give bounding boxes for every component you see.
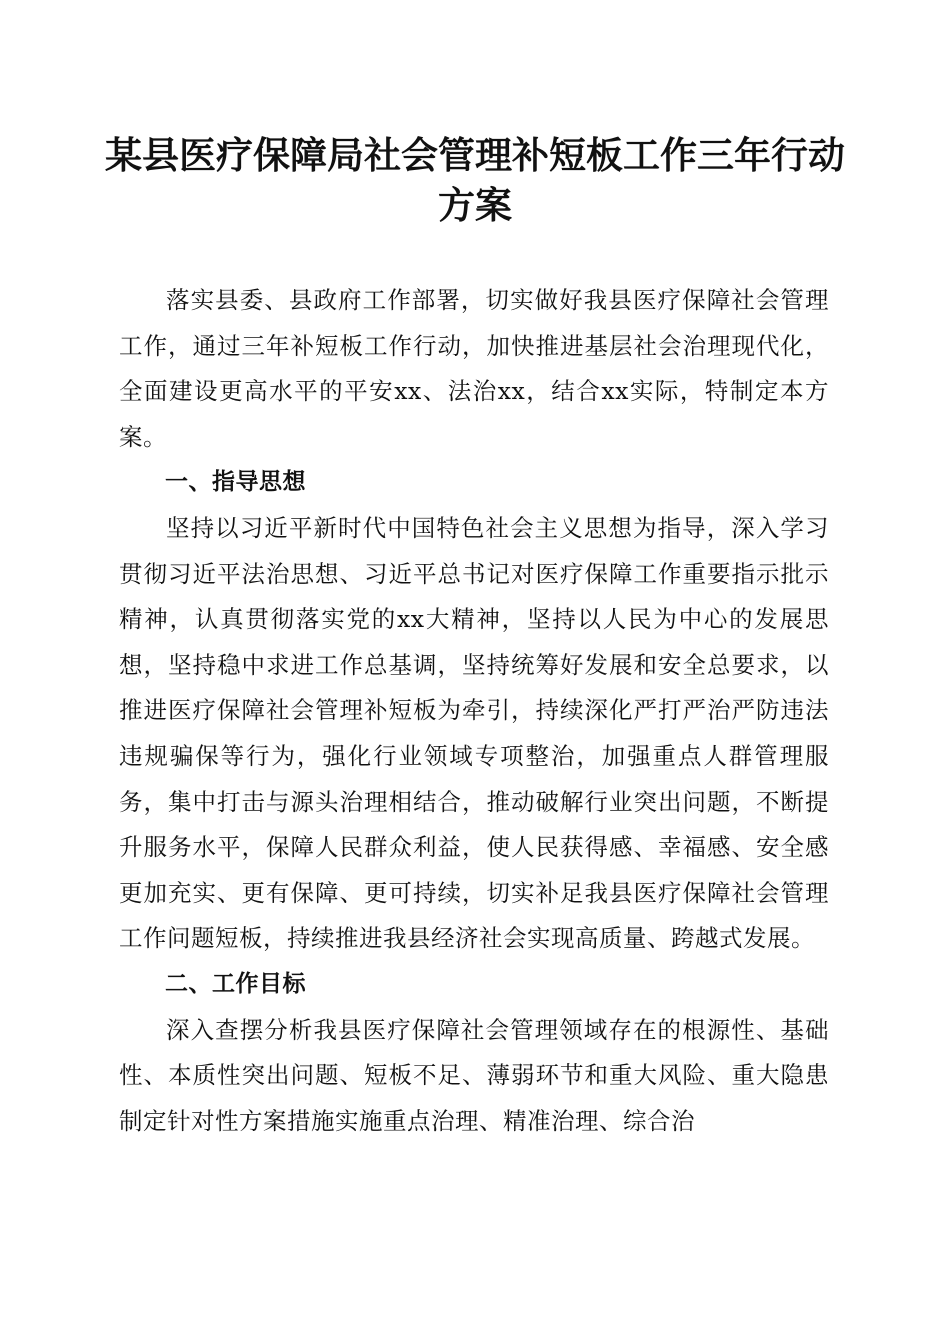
section-paragraph-work-goals: 深入查摆分析我县医疗保障社会管理领域存在的根源性、基础性、本质性突出问题、短板不足、薄弱环节和重大风险、重大隐患制定针对性方案措施实施重点治理、精准治理、综合治 — [119, 1015, 829, 1135]
section-heading-work-goals: 二、工作目标 — [165, 970, 306, 997]
document-title: 某县医疗保障局社会管理补短板工作三年行动方案 — [105, 133, 845, 227]
section-paragraph-guiding-ideology: 坚持以习近平新时代中国特色社会主义思想为指导，深入学习贯彻习近平法治思想、习近平总书记对医疗保障工作重要指示批示精神，认真贯彻落实党的xx大精神，坚持以人民为中心的发展思想，坚持稳中求进工作总基调，坚持统筹好发展和安全总要求，以推进医疗保障社会管理补短板为牵引，持续深化严打严治严防违法违规骗保等行为，强化行业领域专项整治，加强重点人群管理服务，集中打击与源头治理相结合，推动破解行业突出问题，不断提升服务水平，保障人民群众利益，使人民获得感、幸福感、安全感更加充实、更有保障、更可持续，切实补足我县医疗保障社会管理工作问题短板，持续推进我县经济社会实现高质量、跨越式发展。 — [119, 513, 829, 953]
document-body — [119, 278, 829, 1144]
section-heading-guiding-ideology: 一、指导思想 — [165, 469, 306, 496]
intro-paragraph: 落实县委、县政府工作部署，切实做好我县医疗保障社会管理工作，通过三年补短板工作行动，加快推进基层社会治理现代化，全面建设更高水平的平安xx、法治xx，结合xx实际，特制定本方案。 — [119, 286, 829, 451]
